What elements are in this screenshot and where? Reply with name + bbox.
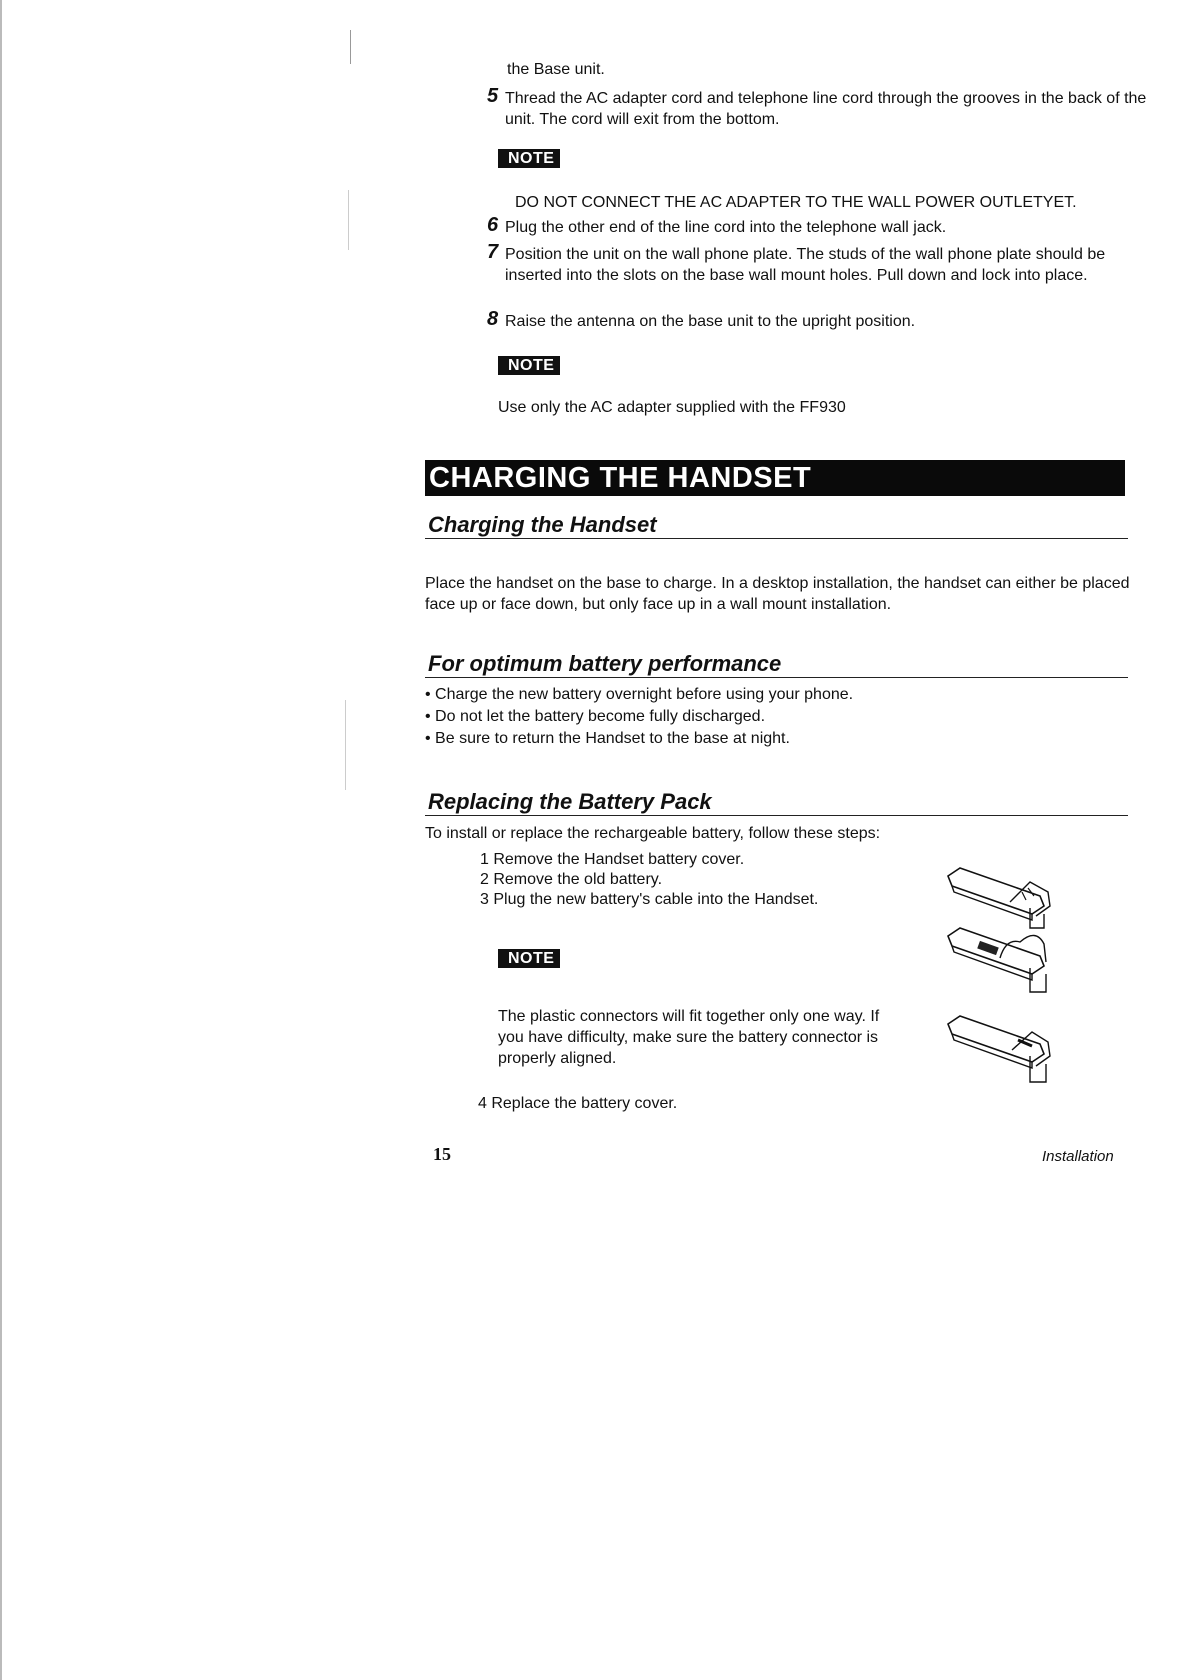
handset-plug-cable-illustration [940,1010,1060,1085]
page-number: 15 [433,1144,451,1164]
optimum-heading: For optimum battery performance [425,651,1128,678]
replacing-step-4: 4 Replace the battery cover. [478,1095,678,1112]
step-number: 5 [487,85,499,107]
step-8 [487,308,1147,332]
charging-heading: Charging the Handset [425,512,1128,539]
note-text: Use only the AC adapter supplied with the FF930 [498,399,846,416]
scan-edge-line [0,0,2,1680]
note-badge: NOTE [498,949,560,968]
replacing-intro: To install or replace the rechargeable battery, follow these steps: [425,825,881,842]
step-text: Plug the other end of the line cord into the telephone wall jack. [505,219,947,236]
list-item: • Be sure to return the Handset to the base at night. [425,728,853,750]
continued-text: the Base unit. [507,61,605,78]
step-6 [487,214,1147,238]
list-item: 2 Remove the old battery. [480,871,663,888]
replacing-steps [480,850,818,910]
step-5 [487,85,1147,130]
section-banner: CHARGING THE HANDSET [425,460,1125,496]
list-item: • Do not let the battery become fully discharged. [425,706,853,728]
list-item: 3 Plug the new battery's cable into the Handset. [480,891,819,908]
handset-remove-battery-illustration [940,922,1060,997]
step-number: 7 [487,241,499,263]
step-number: 8 [487,308,499,330]
scan-mark [350,30,351,64]
step-7 [487,241,1147,286]
optimum-bullet-list [425,684,853,750]
list-item: 1 Remove the Handset battery cover. [480,851,745,868]
step-text: Position the unit on the wall phone plate. The studs of the wall phone plate should be inserted into the slots on the base wall mount holes. Pull down and lock into place. [505,246,1106,284]
replacing-heading: Replacing the Battery Pack [425,789,1128,816]
note-badge: NOTE [498,356,560,375]
scan-mark [345,700,346,790]
charging-paragraph: Place the handset on the base to charge. In a desktop installation, the handset can either be placed face up or face down, but only face up in a wall mount installation. [425,575,1130,613]
list-item: • Charge the new battery overnight before using your phone. [425,684,853,706]
step-text: Thread the AC adapter cord and telephone line cord through the grooves in the back of the unit. The cord will exit from the bottom. [505,90,1147,128]
footer-section-name: Installation [1042,1148,1114,1165]
scan-mark [348,190,349,250]
step-number: 6 [487,214,499,236]
note-badge: NOTE [498,149,560,168]
note-text: DO NOT CONNECT THE AC ADAPTER TO THE WALL POWER OUTLETYET. [515,194,1077,211]
step-text: Raise the antenna on the base unit to the upright position. [505,313,916,330]
note-text: The plastic connectors will fit together only one way. If you have difficulty, make sure the battery connector is properly aligned. [498,1008,880,1067]
